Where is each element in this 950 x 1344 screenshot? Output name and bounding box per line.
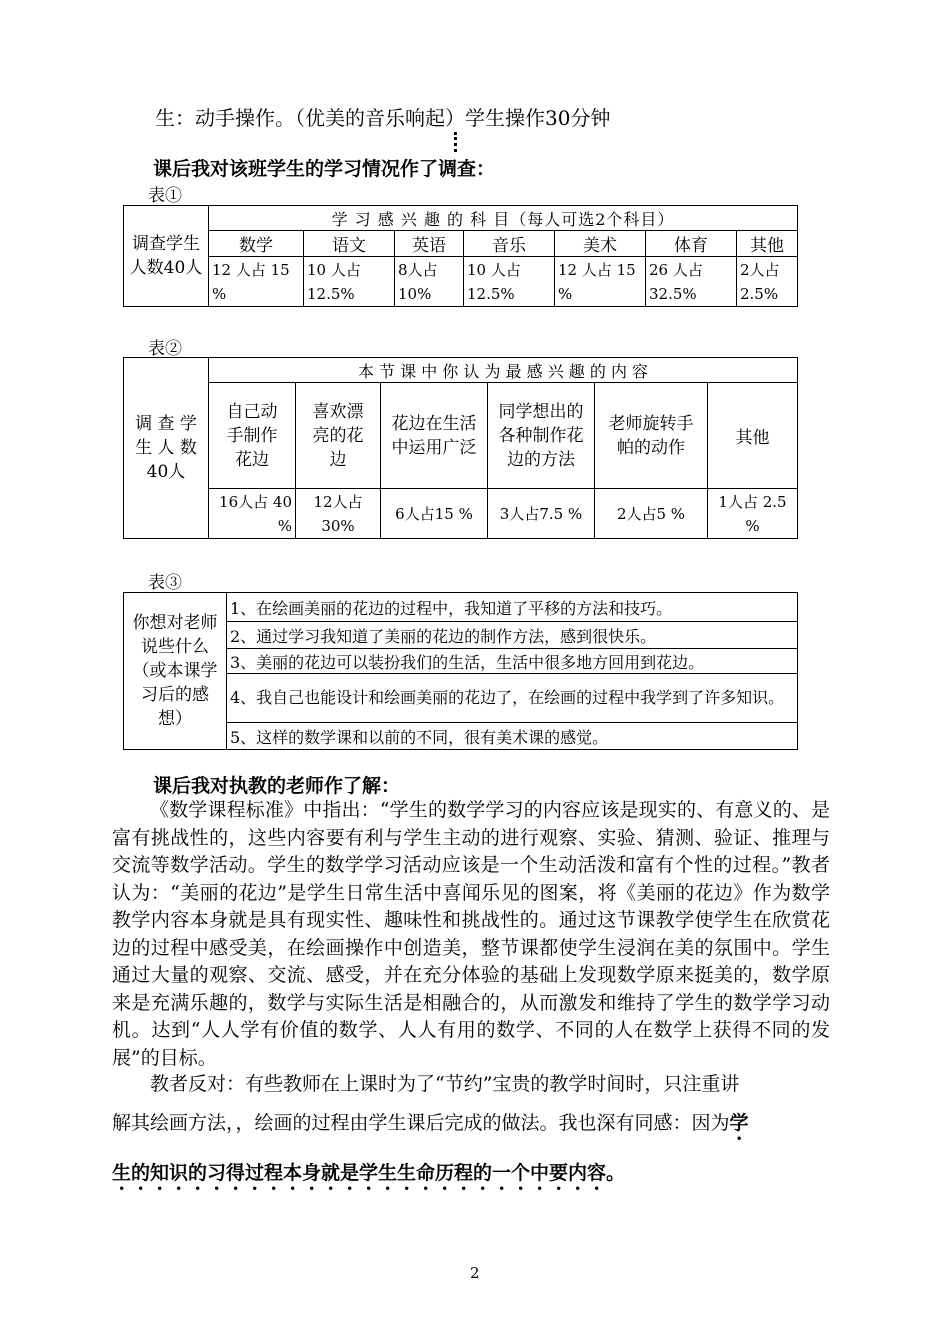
table-cell: 12 人占 15 % bbox=[209, 257, 304, 307]
table-header-cell: 英语 bbox=[395, 231, 464, 257]
table1-columns-row bbox=[124, 231, 798, 257]
table-header-cell: 语文 bbox=[304, 231, 395, 257]
feedback-item: 4、我自己也能设计和绘画美丽的花边了，在绘画的过程中我学到了许多知识。 bbox=[227, 674, 798, 723]
table-cell: 2人占 2.5% bbox=[737, 257, 798, 307]
table-cell: 2人占5 % bbox=[595, 489, 708, 539]
table-cell: 16人占 40 % bbox=[209, 489, 296, 539]
table-cell: 8人占 10% bbox=[395, 257, 464, 307]
table-cell: 3人占7.5 % bbox=[488, 489, 595, 539]
table-header-cell: 其他 bbox=[708, 383, 798, 489]
intro-line: 生：动手操作。（优美的音乐响起）学生操作30分钟 bbox=[155, 106, 611, 130]
table3 bbox=[123, 592, 798, 750]
feedback-item: 3、美丽的花边可以装扮我们的生活，生活中很多地方回用到花边。 bbox=[227, 649, 798, 674]
table-header-cell: 美术 bbox=[555, 231, 646, 257]
table2-columns-row bbox=[124, 383, 798, 489]
table2 bbox=[123, 357, 798, 539]
table-cell: 1人占 2.5 % bbox=[708, 489, 798, 539]
feedback-item: 5、这样的数学课和以前的不同，很有美术课的感觉。 bbox=[227, 723, 798, 750]
table1 bbox=[123, 205, 798, 307]
teacher-heading: 课后我对执教的老师作了解： bbox=[153, 775, 401, 797]
table2-title: 本 节 课 中 你 认 为 最 感 兴 趣 的 内 容 bbox=[209, 358, 798, 383]
paragraph-2-line-3: 生的知识的习得过程本身就是学生生命历程的一个中要内容。 bbox=[112, 1162, 626, 1184]
table-header-cell: 体育 bbox=[646, 231, 737, 257]
table-header-cell: 音乐 bbox=[464, 231, 555, 257]
table3-row-header: 你想对老师说些什么（或本课学习后的感想） bbox=[124, 593, 227, 750]
table-header-cell: 喜欢漂亮的花边 bbox=[296, 383, 381, 489]
feedback-item: 2、通过学习我知道了美丽的花边的制作方法，感到很快乐。 bbox=[227, 622, 798, 649]
table-header-cell: 同学想出的各种制作花边的方法 bbox=[488, 383, 595, 489]
cursor-mark bbox=[454, 132, 460, 152]
table2-row-header: 调 查 学 生 人 数 40人 bbox=[124, 358, 209, 539]
table1-title: 学 习 感 兴 趣 的 科 目（每人可选2个科目） bbox=[209, 206, 798, 231]
paragraph-2-line-1: 教者反对：有些教师在上课时为了“节约”宝贵的教学时间时，只注重讲 bbox=[150, 1073, 740, 1095]
survey-heading: 课后我对该班学生的学习情况作了调查： bbox=[153, 158, 496, 180]
feedback-item: 1、在绘画美丽的花边的过程中，我知道了平移的方法和技巧。 bbox=[227, 593, 798, 622]
page-number: 2 bbox=[470, 1264, 480, 1282]
table-cell: 12人占 30% bbox=[296, 489, 381, 539]
table-cell: 10 人占 12.5% bbox=[464, 257, 555, 307]
table2-values-row bbox=[124, 489, 798, 539]
table-header-cell: 其他 bbox=[737, 231, 798, 257]
paragraph-2-line-2-text: 解其绘画方法，，绘画的过程由学生课后完成的做法。我也深有同感：因为 bbox=[112, 1112, 730, 1134]
table-cell: 26 人占 32.5% bbox=[646, 257, 737, 307]
table-header-cell: 自己动手制作花边 bbox=[209, 383, 296, 489]
table-header-cell: 老师旋转手帕的动作 bbox=[595, 383, 708, 489]
paragraph-1: 《数学课程标准》中指出：“学生的数学学习的内容应该是现实的、有意义的、是富有挑战性的，这些内容要有利与学生主动的进行观察、实验、猜测、验证、推理与交流等数学活动。学生的数学学习活动应该是一个生动活泼和富有个性的过程。”教者认为：“美丽的花边”是学生日常生活中喜闻乐见的图案，将《美丽的花边》作为数学教学内容本身就是具有现实性、趣味性和挑战性的。通过这节课教学使学生在欣赏花边的过程中感受美，在绘画操作中创造美，整节课都使学生浸润在美的氛围中。学生通过大量的观察、交流、感受，并在充分体验的基础上发现数学原来挺美的，数学原来是充满乐趣的，数学与实际生活是相融合的，从而激发和维持了学生的数学学习动机。达到“人人学有价值的数学、人人有用的数学、不同的人在数学上获得不同的发展”的目标。 bbox=[112, 799, 830, 1069]
paragraph-2-line-2 bbox=[112, 1111, 842, 1145]
table-cell: 12 人占 15 % bbox=[555, 257, 646, 307]
table-cell: 6人占15 % bbox=[381, 489, 488, 539]
paragraph-2-bold-end: 学 bbox=[729, 1112, 749, 1134]
table1-values-row bbox=[124, 257, 798, 307]
table2-label: 表② bbox=[148, 339, 182, 359]
table1-row-header: 调查学生人数40人 bbox=[124, 206, 209, 307]
table1-label: 表① bbox=[148, 186, 182, 206]
table-header-cell: 数学 bbox=[209, 231, 304, 257]
table3-label: 表③ bbox=[148, 573, 182, 593]
table-header-cell: 花边在生活中运用广泛 bbox=[381, 383, 488, 489]
table-cell: 10 人占 12.5% bbox=[304, 257, 395, 307]
